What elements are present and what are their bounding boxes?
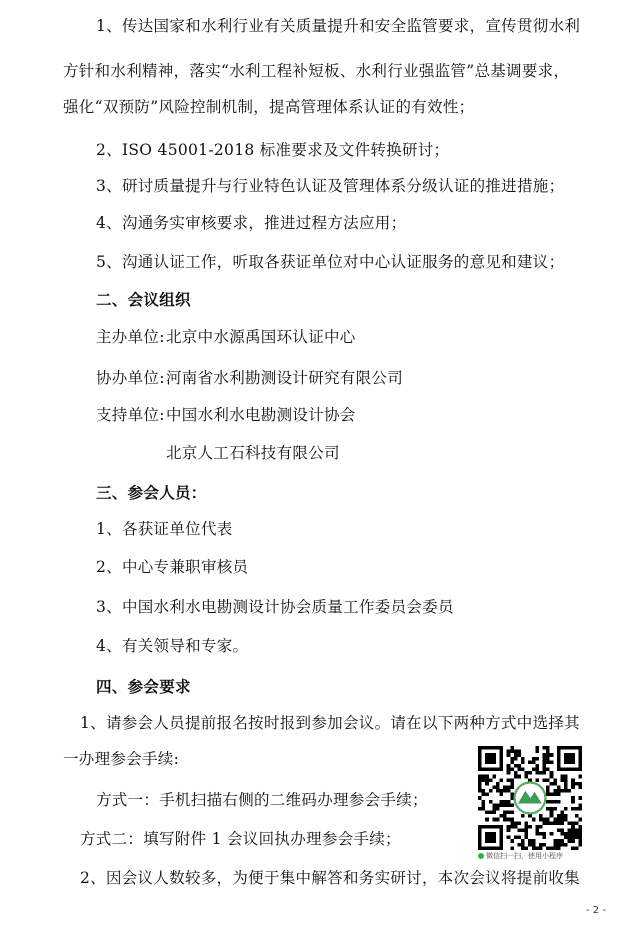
- attendee-item: 4、有关领导和专家。: [96, 637, 249, 655]
- requirement-line-2: 一办理参会手续:: [63, 750, 180, 768]
- host-label: 主办单位:: [96, 328, 165, 346]
- co-organizer-value: 河南省水利勘测设计研究有限公司: [166, 369, 404, 387]
- section-3-heading: 三、参会人员：: [96, 484, 207, 502]
- qr-code-icon[interactable]: [478, 746, 582, 850]
- qr-caption: 微信扫一扫，使用小程序: [478, 852, 588, 861]
- para1-line3: 强化“双预防”风险控制机制，提高管理体系认证的有效性；: [63, 98, 475, 116]
- method-2: 方式二：填写附件 1 会议回执办理参会手续；: [80, 830, 401, 848]
- co-organizer-label: 协办单位:: [96, 369, 165, 387]
- attendee-item: 2、中心专兼职审核员: [96, 558, 249, 576]
- support-label: 支持单位:: [96, 406, 165, 424]
- para1-line2: 方针和水利精神，落实“水利工程补短板、水利行业强监管”总基调要求，: [63, 62, 570, 80]
- requirement-line-1: 1、请参会人员提前报名按时报到参加会议。请在以下两种方式中选择其: [80, 714, 580, 732]
- section-4-heading: 四、参会要求: [96, 678, 191, 696]
- wechat-dot-icon: [478, 853, 484, 859]
- attendee-item: 3、中国水利水电勘测设计协会质量工作委员会委员: [96, 598, 454, 616]
- host-value: 北京中水源禹国环认证中心: [166, 328, 356, 346]
- support-value-2: 北京人工石科技有限公司: [166, 444, 340, 462]
- item-2: 2、ISO 45001-2018 标准要求及文件转换研讨；: [96, 141, 450, 159]
- item-4: 4、沟通务实审核要求，推进过程方法应用；: [96, 214, 407, 232]
- requirement-line-last: 2、因会议人数较多，为便于集中解答和务实研讨，本次会议将提前收集: [80, 869, 580, 887]
- item-3: 3、研讨质量提升与行业特色认证及管理体系分级认证的推进措施；: [96, 177, 565, 195]
- item-5: 5、沟通认证工作，听取各获证单位对中心认证服务的意见和建议；: [96, 253, 565, 271]
- para1-line1: 1、传达国家和水利行业有关质量提升和安全监管要求，宣传贯彻水利: [96, 17, 581, 35]
- attendee-item: 1、各获证单位代表: [96, 520, 233, 538]
- support-value-1: 中国水利水电勘测设计协会: [166, 406, 356, 424]
- page-number: - 2 -: [586, 905, 606, 916]
- section-2-heading: 二、会议组织: [96, 291, 191, 309]
- method-1: 方式一：手机扫描右侧的二维码办理参会手续；: [96, 791, 428, 809]
